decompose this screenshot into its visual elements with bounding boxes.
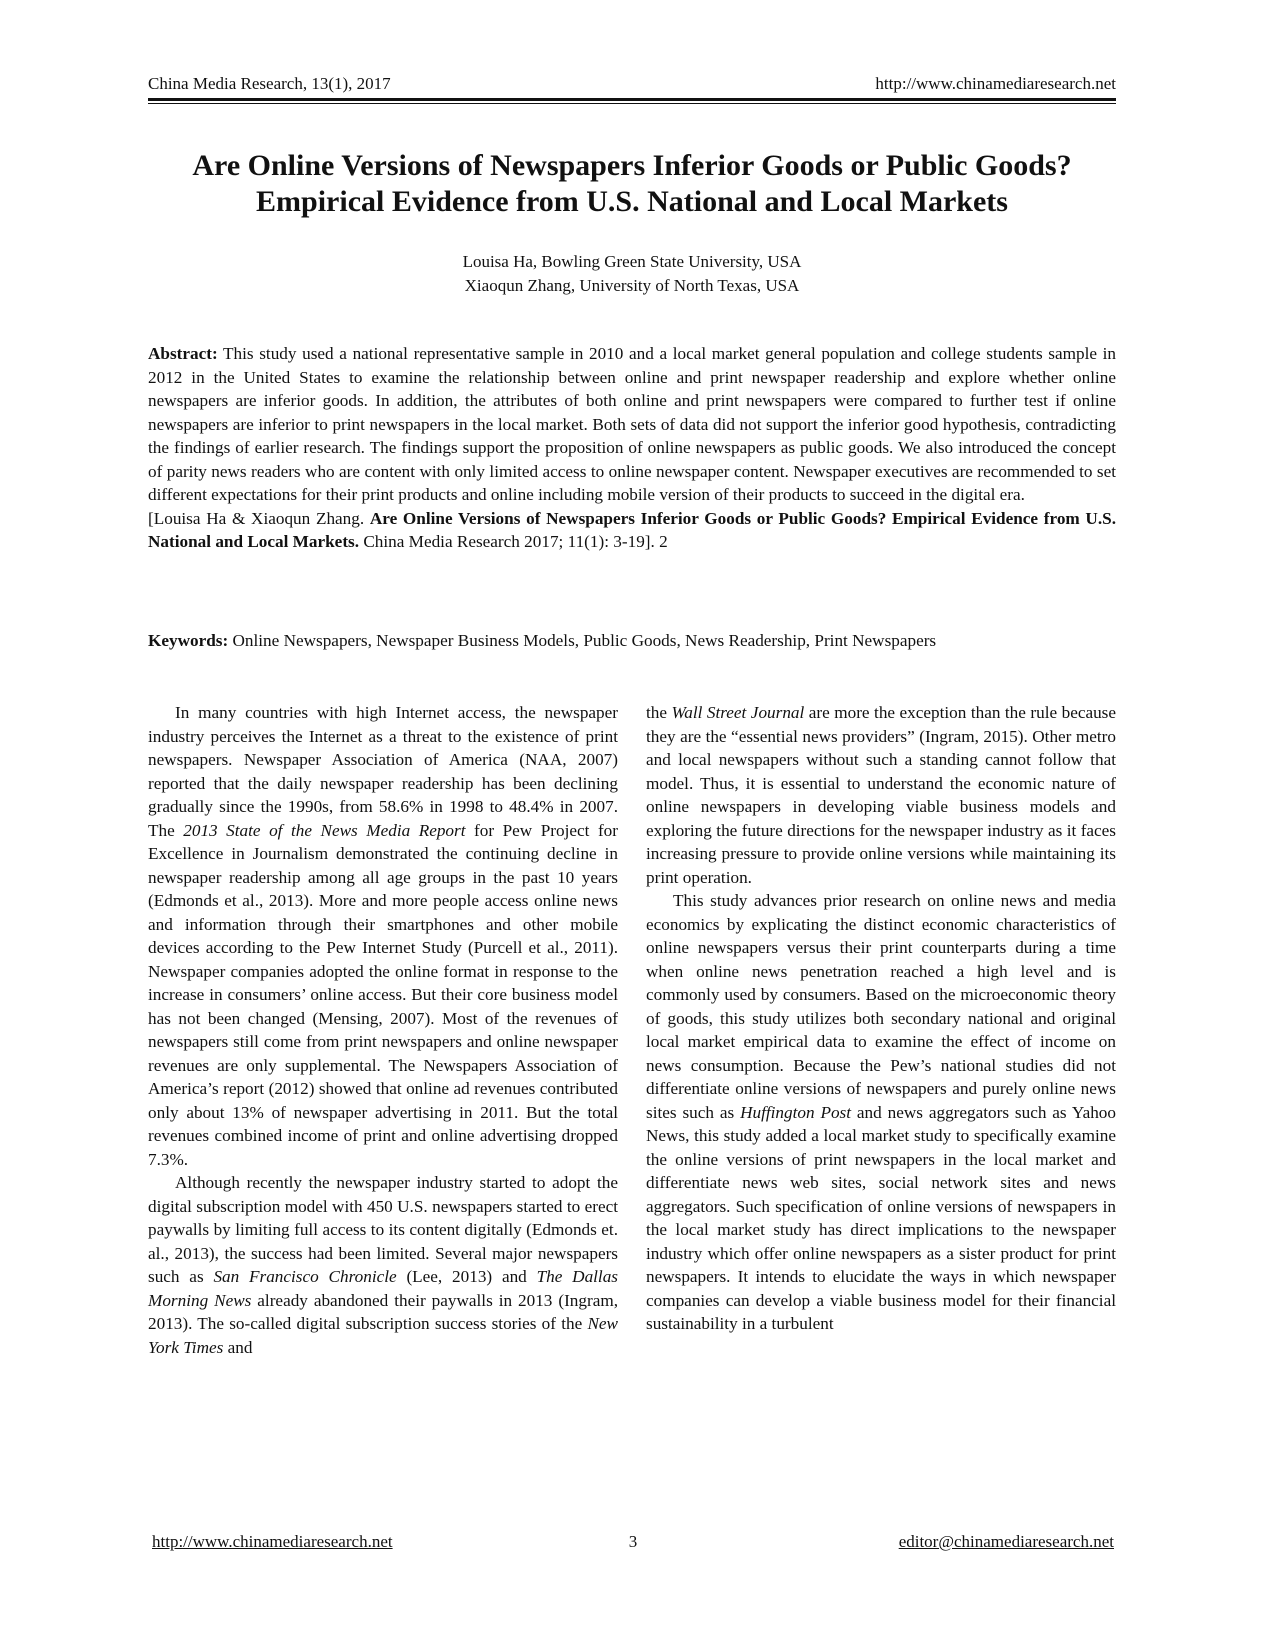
body-paragraph — [646, 889, 1116, 1336]
citation-paragraph — [148, 507, 1116, 554]
journal-url-header: http://www.chinamediaresearch.net — [875, 74, 1116, 93]
abstract-text: This study used a national representative sample in 2010 and a local market general population and college students sample in 2012 in the United States to examine the relationship between online and print newspaper readership and explore whether online newspapers are inferior goods. In addition, the attributes of both online and print newspapers were compared to further test if online newspapers are inferior to print newspapers in the local market. Both sets of data did not support the inferior good hypothesis, contradicting the findings of earlier research. The findings support the proposition of online newspapers as public goods. We also introduced the concept of parity news readers who are content with only limited access to online newspaper content. Newspaper executives are recommended to set different expectations for their print products and online including mobile version of their products to succeed in the digital era. — [148, 344, 1116, 504]
body-text: the — [646, 703, 672, 722]
citation-title: Are Online Versions of Newspapers Inferior Goods or Public Goods? Empirical Evidence from U.S. National and Local Markets. — [148, 508, 1117, 551]
footer-website-link[interactable]: http://www.chinamediaresearch.net — [152, 1532, 393, 1551]
keywords-text: Online Newspapers, Newspaper Business Models, Public Goods, News Readership, Print Newspapers — [228, 631, 937, 650]
italic-title: New York Times — [148, 1314, 618, 1357]
header-rule-thin — [148, 103, 1116, 104]
article-title-line-1: Are Online Versions of Newspapers Inferior Goods or Public Goods? — [192, 149, 1072, 182]
page-footer — [152, 1532, 1114, 1552]
body-text: and news aggregators such as Yahoo News, this study added a local market study to specifically examine the online versions of print newspapers in the local market and differentiate news web sites, social network sites and news aggregators. Such specification of online versions of newspapers in the local market study has direct implications to the newspaper industry which offer online newspapers as a sister product for print newspapers. It intends to elucidate the ways in which newspaper companies can develop a viable business model for their financial sustainability in a turbulent — [646, 1102, 1116, 1333]
italic-title: 2013 State of the News Media Report — [183, 820, 466, 840]
italic-title: San Francisco Chronicle — [213, 1267, 397, 1286]
body-text: for Pew Project for Excellence in Journalism demonstrated the continuing decline in newspaper readership among all age groups in the past 10 years (Edmonds et al., 2013). More and more people access online news and information through their smartphones and other mobile devices according to the Pew Internet Study (Purcell et al., 2011). Newspaper companies adopted the online format in response to the increase in consumers’ online access. But their core business model has not been changed (Mensing, 2007). Most of the revenues of newspapers still come from print newspapers and online newspaper revenues are only supplemental. The Newspapers Association of America’s report (2012) showed that online ad revenues contributed only about 13% of newspaper advertising in 2011. But the total revenues combined income of print and online advertising dropped 7.3%. — [148, 820, 618, 1169]
left-column — [148, 701, 618, 1359]
journal-citation-header: China Media Research, 13(1), 2017 — [148, 74, 391, 93]
keywords-line — [148, 629, 1116, 653]
body-text: This study advances prior research on online news and media economics by explicating the distinct economic characteristics of online newspapers versus their print counterparts during a time when online news penetration reached a high level and is commonly used by consumers. Based on the microeconomic theory of goods, this study utilizes both secondary national and original local market empirical data to examine the effect of income on news consumption. Because the Pew’s national studies did not differentiate online versions of newspapers and purely online news sites such as — [646, 891, 1116, 1122]
body-paragraph — [148, 701, 618, 1171]
body-text: Although recently the newspaper industry started to adopt the digital subscription model with 450 U.S. newspapers started to erect paywalls by limiting full access to its content digitally (Edmonds et. al., 2013), the success had been limited. Several major newspapers such as — [148, 1173, 618, 1286]
italic-title: Huffington Post — [740, 1102, 852, 1122]
body-paragraph-continued — [646, 701, 1116, 889]
italic-title: The Dallas Morning News — [148, 1267, 618, 1310]
citation-prefix: [Louisa Ha & Xiaoqun Zhang. — [148, 508, 370, 528]
body-columns — [148, 701, 1116, 1359]
page-number: 3 — [628, 1532, 638, 1551]
italic-title: Wall Street Journal — [671, 703, 805, 722]
body-text: (Lee, 2013) and — [396, 1267, 537, 1286]
author-2: Xiaoqun Zhang, University of North Texas, USA — [464, 276, 800, 295]
abstract-paragraph — [148, 342, 1116, 507]
article-title — [148, 148, 1116, 220]
keywords-label: Keywords: — [148, 631, 229, 650]
citation-suffix: China Media Research 2017; 11(1): 3-19]. 2 — [359, 532, 668, 551]
body-text: are more the exception than the rule because they are the “essential news providers” (Ingram, 2015). Other metro and local newspapers without such a standing cannot follow that model. Thus, it is essential to understand the economic nature of online newspapers in developing viable business models and exploring the future directions for the newspaper industry as it faces increasing pressure to provide online versions while maintaining its print operation. — [646, 703, 1116, 887]
body-text: already abandoned their paywalls in 2013 (Ingram, 2013). The so-called digital subscription success stories of the — [148, 1290, 619, 1333]
body-text: and — [223, 1337, 253, 1357]
body-text: In many countries with high Internet access, the newspaper industry perceives the Internet as a threat to the existence of print newspapers. Newspaper Association of America (NAA, 2007) reported that the daily newspaper readership has been declining gradually since the 1990s, from 58.6% in 1998 to 48.4% in 2007. The — [148, 703, 618, 840]
abstract-block — [148, 342, 1116, 554]
author-block — [148, 250, 1116, 298]
body-paragraph — [148, 1171, 618, 1359]
right-column — [646, 701, 1116, 1359]
author-1: Louisa Ha, Bowling Green State University, USA — [462, 252, 802, 271]
header-rule-thick — [148, 98, 1116, 101]
running-header — [148, 74, 1116, 94]
article-title-line-2: Empirical Evidence from U.S. National and Local Markets — [256, 185, 1008, 218]
abstract-label: Abstract: — [148, 344, 218, 363]
footer-email-link[interactable]: editor@chinamediaresearch.net — [898, 1532, 1114, 1551]
